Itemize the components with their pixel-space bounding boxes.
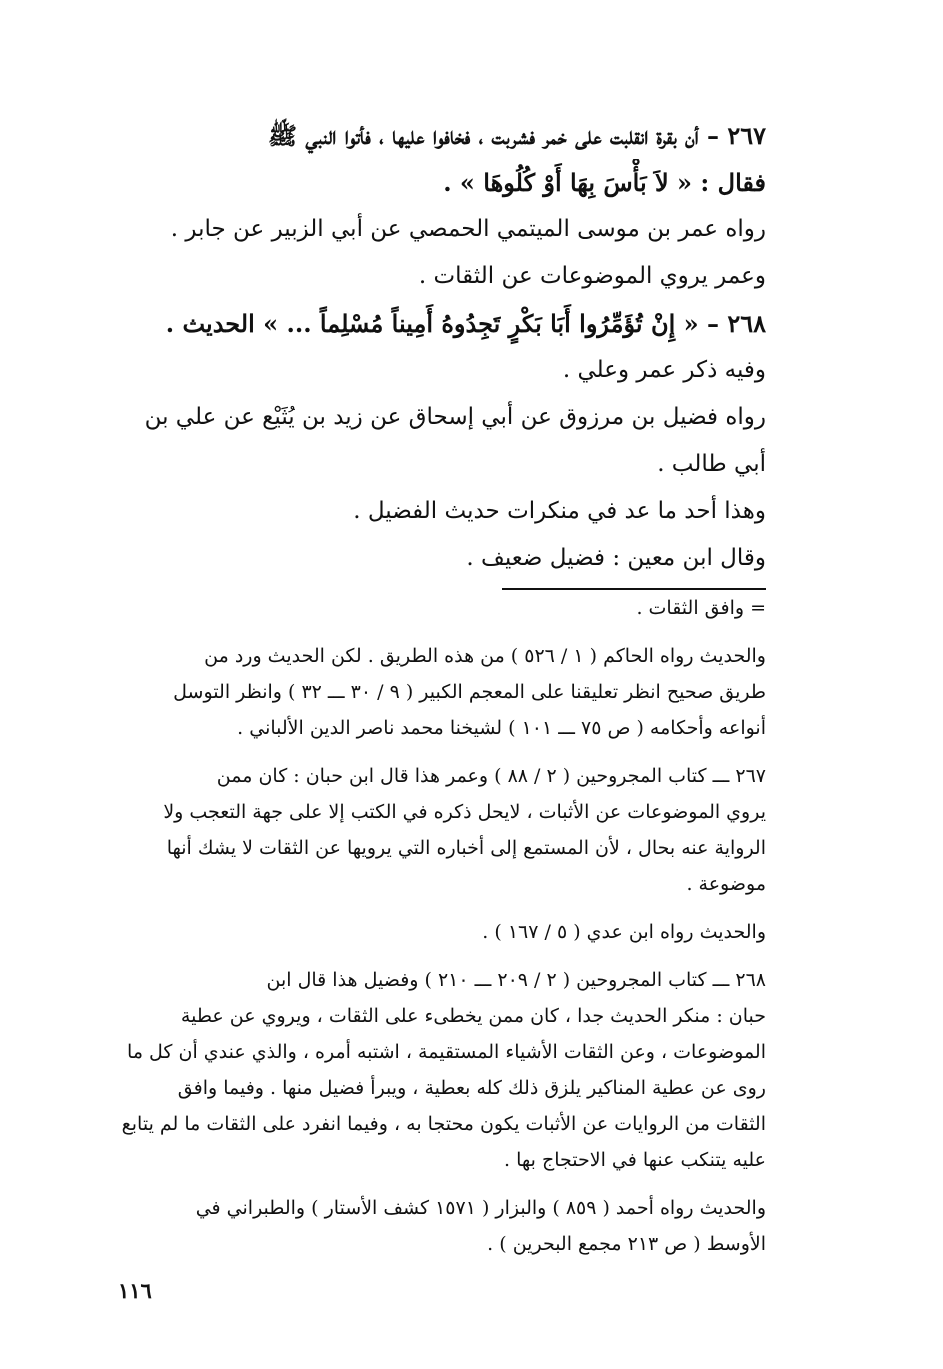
hadith-268-note-4: وهذا أحد ما عد في منكرات حديث الفضيل .	[353, 498, 766, 524]
footnote-cont-line-1: والحديث رواه الحاكم ( ١ / ٥٢٦ ) من هذه الطريق . لكن الحديث ورد من	[204, 645, 766, 667]
book-page	[118, 112, 766, 1306]
footnote-267-source: والحديث رواه ابن عدي ( ٥ / ١٦٧ ) .	[482, 921, 766, 943]
hadith-267-line-1: ٢٦٧ – أن بقرة انقلبت على خمر فشربت ، فخافوا عليها ، فأتوا النبي ﷺ	[267, 121, 766, 150]
footnote-267-line-3: الرواية عنه بحال ، لأن المستمع إلى أخباره التي يرويها عن الثقات لا يشك أنها	[166, 837, 766, 859]
hadith-268-line: ٢٦٨ – « إِنْ تُؤَمِّرُوا أَبَا بَكْرٍ تَجِدُوهُ أَمِيناً مُسْلِماً ... » الحديث .	[165, 309, 766, 338]
footnote-268-line-2: حبان : منكر الحديث جدا ، كان ممن يخطىء على الثقات ، ويروي عن عطية	[180, 1005, 766, 1027]
footnote-268-line-4: روى عن عطية المناكير يلزق ذلك كله بعطية ، ويبرأ فضيل منها . وفيما وافق	[177, 1077, 766, 1099]
footnote-268-line-6: عليه يتنكب عنها في الاحتجاج بها .	[503, 1149, 766, 1171]
hadith-268-note-1: وفيه ذكر عمر وعلي .	[562, 357, 766, 383]
footnote-267-line-2: يروي الموضوعات عن الأثبات ، لايحل ذكره في الكتب إلا على جهة التعجب ولا	[163, 801, 766, 823]
footnote-267-line-1: ٢٦٧ ـــ كتاب المجروحين ( ٢ / ٨٨ ) وعمر هذا قال ابن حبان : كان ممن	[216, 765, 766, 787]
hadith-268-note-2: رواه فضيل بن مرزوق عن أبي إسحاق عن زيد بن يُثَيْع عن علي بن	[144, 404, 766, 430]
footnotes	[118, 590, 766, 1262]
hadith-267-note-1: رواه عمر بن موسى الميتمي الحمصي عن أبي الزبير عن جابر .	[170, 216, 766, 242]
footnote-268-source-2: الأوسط ( ص ٢١٣ مجمع البحرين ) .	[487, 1233, 766, 1255]
hadith-267-line-2: فقال : « لاَ بَأْسَ بِهَا أَوْ كُلُوهَا » .	[443, 168, 766, 197]
main-text	[118, 112, 766, 582]
footnote-268-line-3: الموضوعات ، وعن الثقات الأشياء المستقيمة ، اشتبه أمره ، والذي عندي أن كل ما	[127, 1041, 766, 1063]
footnote-267-line-4: موضوعة .	[686, 873, 766, 895]
hadith-268-note-3: أبي طالب .	[657, 451, 766, 477]
hadith-267-note-2: وعمر يروي الموضوعات عن الثقات .	[418, 263, 766, 289]
footnote-268-line-1: ٢٦٨ ـــ كتاب المجروحين ( ٢ / ٢٠٩ ـــ ٢١٠ ) وفضيل هذا قال ابن	[266, 969, 766, 991]
page-number: ١١٦	[118, 1278, 152, 1303]
footnote-cont-line-3: أنواعه وأحكامه ( ص ٧٥ ـــ ١٠١ ) لشيخنا محمد ناصر الدين الألباني .	[237, 717, 766, 739]
footnote-268-line-5: الثقات من الروايات عن الأثبات يكون محتجا به ، وفيما انفرد على الثقات ما لم يتابع	[121, 1113, 766, 1135]
footnote-268-source-1: والحديث رواه أحمد ( ٨٥٩ ) والبزار ( ١٥٧١ كشف الأستار ) والطبراني في	[195, 1197, 766, 1219]
footnote-continuation: = وافق الثقات .	[636, 597, 766, 619]
footnote-cont-line-2: طريق صحيح انظر تعليقنا على المعجم الكبير ( ٩ / ٣٠ ـــ ٣٢ ) وانظر التوسل	[173, 681, 766, 703]
hadith-268-note-5: وقال ابن معين : فضيل ضعيف .	[466, 545, 766, 571]
